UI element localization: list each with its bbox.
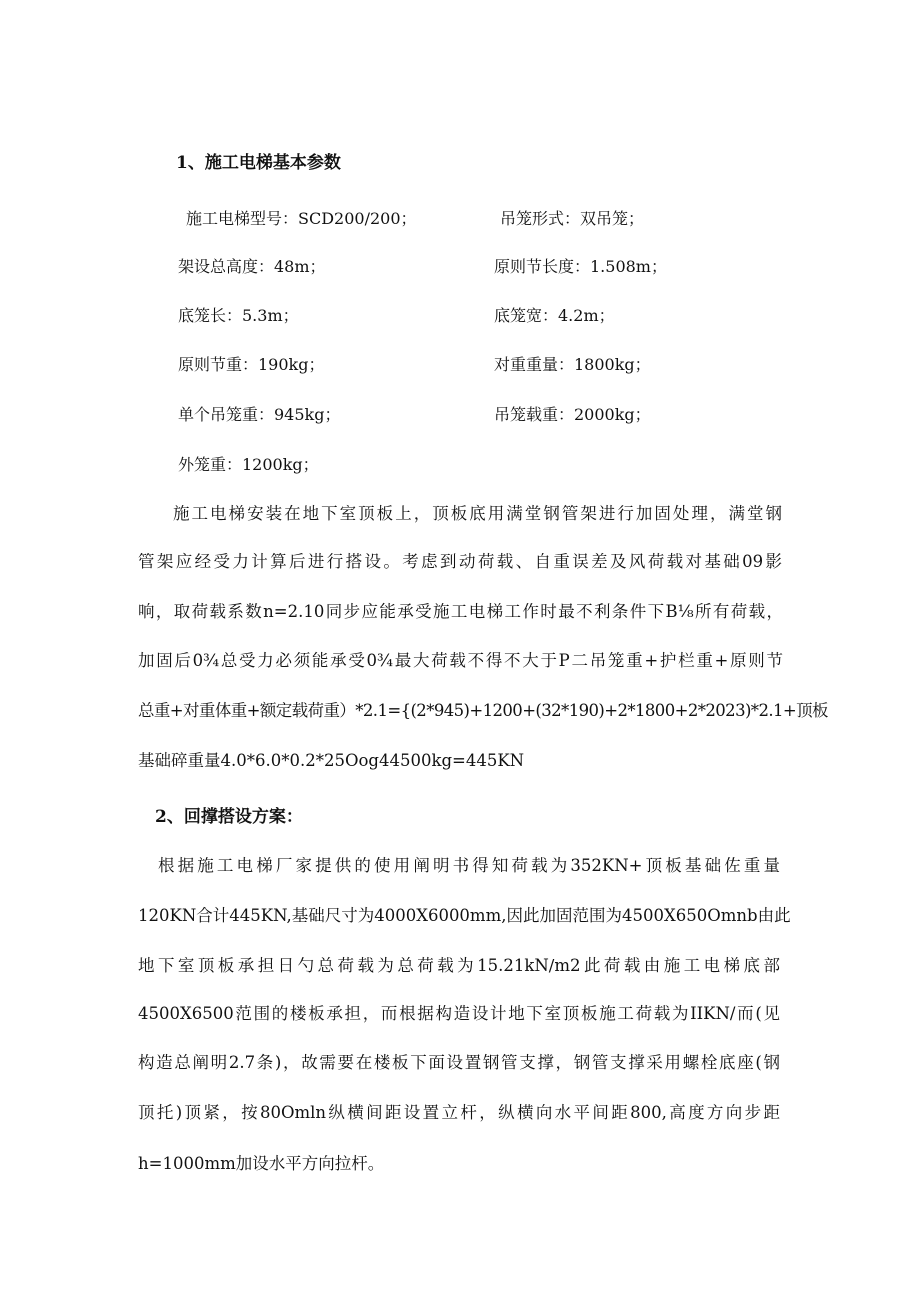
section1-paragraph-line: 基础碎重量4.0*6.0*0.2*25Oog44500kg=445KN [138, 751, 525, 770]
param-total-height: 架设总高度：48m； [178, 257, 326, 276]
section2-paragraph-line: 地下室顶板承担日勺总荷载为总荷载为15.21kN∕m2此荷载由施工电梯底部 [138, 956, 780, 975]
section1-paragraph-line: 加固后0¾总受力必须能承受0¾最大荷载不得不大于P二吊笼重+护栏重+原则节 [138, 651, 783, 670]
section1-paragraph-line: 施工电梯安装在地下室顶板上，顶板底用满堂钢管架进行加固处理，满堂钢 [173, 504, 782, 523]
section1-paragraph-line: 总重+对重体重+额定载荷重）*2.1={(2*945)+1200+(32*190)+2*1800+2*2023)*2.1+顶板 [138, 701, 828, 720]
param-outer-cage-weight: 外笼重：1200kg； [178, 455, 319, 474]
section2-paragraph-line: 4500X6500范围的楼板承担，而根据构造设计地下室顶板施工荷载为IIKN/而(见 [138, 1004, 780, 1023]
section2-paragraph-line: 顶托)顶紧，按80Omln纵横间距设置立杆，纵横向水平间距800,高度方向步距 [138, 1103, 780, 1122]
param-cage-load: 吊笼载重：2000kg； [494, 405, 651, 424]
section2-heading: 2、回撑搭设方案： [155, 807, 303, 827]
section1-paragraph-line: 管架应经受力计算后进行搭设。考虑到动荷载、自重误差及风荷载对基础09影 [138, 552, 782, 571]
param-cage-type: 吊笼形式：双吊笼； [500, 209, 645, 228]
param-single-cage-weight: 单个吊笼重：945kg； [178, 405, 341, 424]
section2-paragraph-line: 120KN合计445KN,基础尺寸为4000X6000mm,因此加固范围为4500X650Omnb由此 [138, 906, 791, 925]
section1-heading: 1、施工电梯基本参数 [176, 153, 341, 173]
section2-paragraph-line: 构造总阐明2.7条)，故需要在楼板下面设置钢管支撑，钢管支撑采用螺栓底座(钢 [138, 1053, 780, 1072]
param-cage-width: 底笼宽：4.2m； [494, 306, 615, 325]
section1-paragraph-line: 响，取荷载系数n=2.10同步应能承受施工电梯工作时最不利条件下B⅛所有荷载， [138, 602, 783, 621]
param-section-weight: 原则节重：190kg； [178, 355, 325, 374]
section2-paragraph-line: h=1000mm加设水平方向拉杆。 [138, 1154, 385, 1173]
param-section-length: 原则节长度：1.508m； [494, 257, 667, 276]
param-cage-length: 底笼长：5.3m； [178, 306, 299, 325]
param-model: 施工电梯型号：SCD200/200； [186, 209, 417, 228]
section2-paragraph-line: 根据施工电梯厂家提供的使用阐明书得知荷载为352KN+顶板基础佐重量 [158, 856, 780, 875]
param-counterweight: 对重重量：1800kg； [494, 355, 651, 374]
